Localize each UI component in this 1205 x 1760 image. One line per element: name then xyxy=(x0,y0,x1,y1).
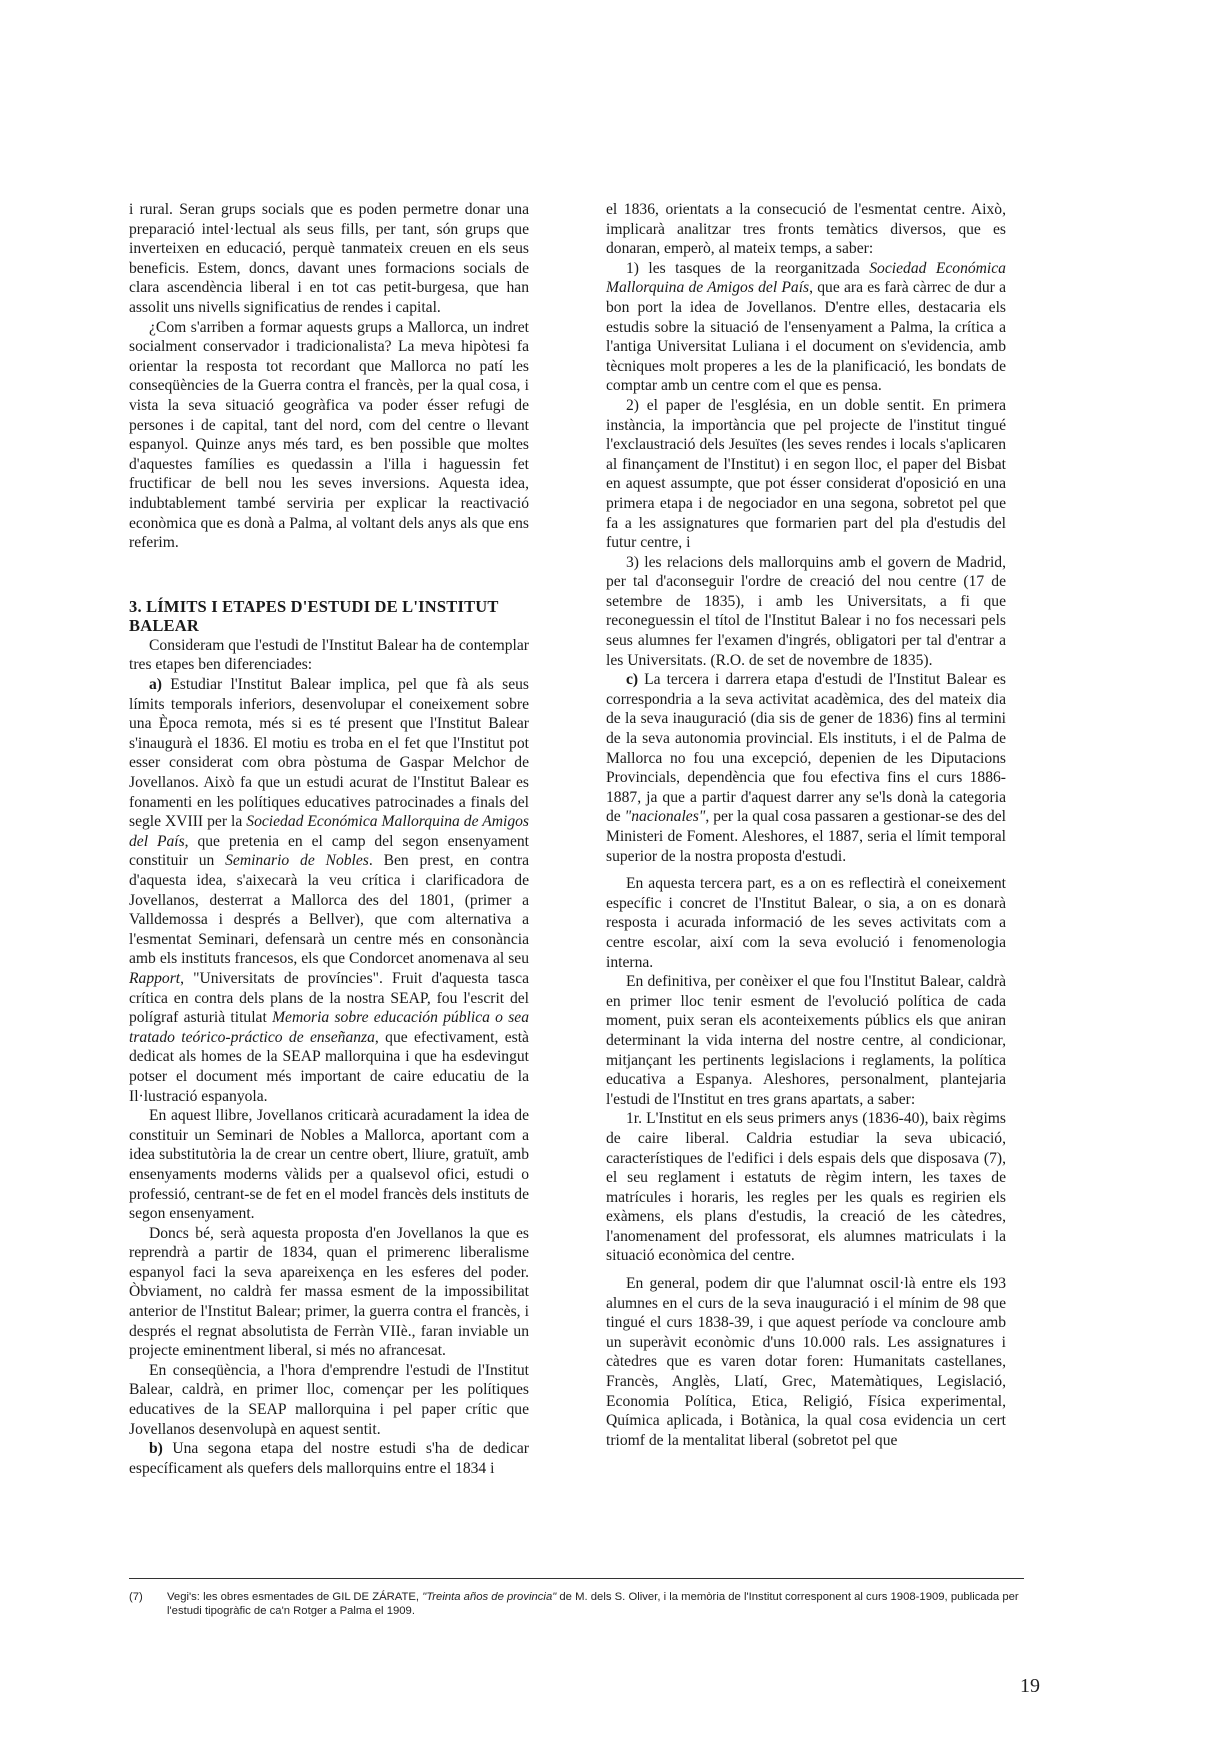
paragraph: En general, podem dir que l'alumnat oscil·là entre els 193 alumnes en el curs de la seva inauguració i el mínim de 98 que tingué el curs 1838-39, i que aquest període va concloure amb un superàvit econòmic d'uns 10.000 rals. Les assignatures i càtedres que es varen dotar foren: Humanitats castellanes, Francès, Anglès, Llatí, Grec, Matemàtiques, Legislació, Economia Política, Etica, Religió, Física experimental, Química aplicada, i Botànica, la qual cosa evidencia un cert triomf de la mentalitat liberal (sobretot pel que xyxy=(606,1275,1006,1449)
paragraph: Consideram que l'estudi de l'Institut Balear ha de contemplar tres etapes ben diferenciades: xyxy=(129,636,529,674)
paragraph: Doncs bé, serà aquesta proposta d'en Jovellanos la que es reprendrà a partir de 1834, quan el primerenc liberalisme espanyol faci la seva apareixença en les esferes del poder. Òbviament, no caldrà fer massa esment de la impossibilitat anterior de l'Institut Balear; primer, la guerra contra el francès, i després el regnat absolutista de Ferràn VIIè., faran inviable un projecte eminentment liberal, si més no afrancesat. xyxy=(129,1224,529,1360)
italic-title: Memoria sobre educación pública o sea tratado teórico-práctico de enseñanza xyxy=(129,1009,529,1046)
text-run: Vegi's: les obres esmentades de GIL DE ZÁRATE, xyxy=(167,1591,423,1603)
text-run: La tercera i darrera etapa d'estudi de l'Institut Balear es correspondria a la seva activitat acadèmica, des del mateix dia de la seva inauguració (dia sis de gener de 1836) fins al termini de la seva autonomia provincial. Els instituts, i el de Palma de Mallorca no fou una excepció, depenien de les Diputacions Provincials, dependència que fou efectiva fins el curs 1886-1887, ja que a partir d'aquest darrer any se'ls donà la categoria de xyxy=(606,671,1006,826)
paragraph: En aquest llibre, Jovellanos criticarà acuradament la idea de constituir un Seminari de Nobles a Mallorca, aportant com a idea substitutòria la de crear un centre obert, lliure, gratuït, amb ensenyaments moderns vàlids per a qualsevol ofici, estudi o professió, centrant-se de fet en el model francès dels instituts de segon ensenyament. xyxy=(129,1107,529,1223)
paragraph: i rural. Seran grups socials que es poden permetre donar una preparació intel·lectual als seus fills, per tant, són grups que inverteixen en educació, perquè tanmateix creuen en els seus beneficis. Estem, doncs, davant unes formacions socials de clara ascendència liberal i en tot cas petit-burgesa, que han assolit uns nivells significatius de rendes i capital. xyxy=(129,201,529,316)
paragraph: 2) el paper de l'església, en un doble sentit. En primera instància, la importància que pel projecte de l'institut tingué l'exclaustració dels Jesuïtes (les seves rendes i locals s'aplicaren al finançament de l'Institut) i en segon lloc, el paper del Bisbat en aquest assumpte, que pot ésser considerat d'oposició en una primera etapa i de negociador en una segona, sobretot pel que fa a les assignatures que formarien part del pla d'estudis del futur centre, i xyxy=(606,396,1006,552)
paragraph xyxy=(129,1439,529,1478)
text-run: , "Universitats de províncies". Fruit d'aquesta tasca crítica en contra dels plans de la nostra SEAP, fou l'escrit del polígraf asturià titulat xyxy=(129,969,529,1027)
paragraph xyxy=(606,670,1006,866)
paragraph: En conseqüència, a l'hora d'emprendre l'estudi de l'Institut Balear, caldrà, en primer lloc, començar per les polítiques educatives de la SEAP mallorquina i pel paper crític que Jovellanos desenvolupà en aquest sentit. xyxy=(129,1361,529,1438)
page-number: 19 xyxy=(1020,1675,1040,1697)
paragraph xyxy=(606,259,1006,396)
text-run: . Ben prest, en contra d'aquesta idea, s'aixecarà la veu crítica i clarificadora de Jovellanos, desterrat a Mallorca des del 1801, (primer a Valldemossa i després a Bellver), que com alternativa a l'esmentat Seminari, defensarà un centre més en consonància amb els instituts francesos, els que Condorcet anomenava al seu xyxy=(129,852,529,968)
paragraph: 1r. L'Institut en els seus primers anys (1836-40), baix règims de caire liberal. Caldria estudiar la seva ubicació, característiques de l'edifici i dels espais dels que disposava (7), el seu reglament i estatuts de règim intern, les taxes de matrícules i horaris, les regles per les quals es regirien els exàmens, els plans d'estudis, la creació de les càtedres, l'anomenament del professorat, els alumnes matriculats i la situació econòmica del centre. xyxy=(606,1110,1006,1265)
section-heading: 3. LÍMITS I ETAPES D'ESTUDI DE L'INSTITUT BALEAR xyxy=(129,596,499,636)
paragraph: 3) les relacions dels mallorquins amb el govern de Madrid, per tal d'aconseguir l'ordre de creació del nou centre (17 de setembre de 1835), i amb les Universitats, a fi que reconeguessin el títol de l'Institut Balear i no fos necessari pels seus alumnes fer l'examen d'ingrés, obligatori per tal d'entrar a les Universitats. (R.O. de set de novembre de 1835). xyxy=(606,553,1006,669)
text-run: , que ara es farà càrrec de dur a bon port la idea de Jovellanos. D'entre elles, destacaria els estudis sobre la situació de l'ensenyament a Palma, la crítica a l'antiga Universitat Luliana i el document on s'evidencia, amb tècniques molt properes a les de la planificació, les bondats de comptar amb un centre com el que es pensa. xyxy=(606,279,1006,395)
paragraph: En aquesta tercera part, es a on es reflectirà el coneixement específic i concret de l'Institut Balear, o sia, a on es donarà resposta i acurada informació de les seves activitats com a centre escolar, així com la seva evolució i fenomenologia interna. xyxy=(606,875,1006,971)
footnote-number: (7) xyxy=(129,1591,143,1603)
list-label: a) xyxy=(149,676,162,694)
text-run: 1) les tasques de la reorganitzada xyxy=(626,259,870,277)
italic-title: Sociedad Económica Mallorquina de Amigos del País xyxy=(606,259,1006,297)
text-run: , que efectivament, està dedicat als homes de la SEAP mallorquina i que ha esdevingut potser el document més important de caire educatiu de la Il·lustració espanyola. xyxy=(129,1028,529,1105)
paragraph: ¿Com s'arriben a formar aquests grups a Mallorca, un indret socialment conservador i tradicionalista? La meva hipòtesi fa orientar la resposta tot recordant que Mallorca no patí les conseqüències de la Guerra contra el francès, per la qual cosa, i vista la seva situació geogràfica va poder ésser refugi de persones i de capital, tant del nord, com del centre o llevant espanyol. Quinze anys més tard, es ben possible que moltes d'aquestes famílies es quedassin a l'illa i haguessin fet fructificar de bell nou les seves inversions. Aquesta idea, indubtablement també serviria per explicar la reactivació econòmica que es donà a Palma, al voltant dels anys als que ens referim. xyxy=(129,318,529,552)
list-label: b) xyxy=(149,1440,163,1458)
paragraph xyxy=(129,675,529,1106)
italic-title: Sociedad Económica Mallorquina de Amigos del País xyxy=(129,813,529,850)
text-run: , per la qual cosa passaren a gestionar-se des del Ministeri de Foment. Aleshores, el 1887, seria el límit temporal superior de la nostra proposta d'estudi. xyxy=(606,808,1006,865)
paragraph: En definitiva, per conèixer el que fou l'Institut Balear, caldrà en primer lloc tenir esment de l'evolució política de cada moment, puix seran els aconteixements públics els que aniran determinant la vida interna del nostre centre, al condicionar, mitjançant les pertinents legislacions i reglaments, la política educativa a Espanya. Aleshores, personalment, plantejaria l'estudi de l'Institut en tres grans apartats, a saber: xyxy=(606,973,1006,1108)
left-column xyxy=(129,200,529,1478)
footnote-divider xyxy=(129,1578,1024,1579)
footnote-text xyxy=(167,1590,1029,1618)
italic-title: "Treinta años de provincia" xyxy=(422,1591,557,1603)
italic-title: Seminario de Nobles xyxy=(225,852,369,870)
footnote xyxy=(129,1590,1029,1618)
text-run: Estudiar l'Institut Balear implica, pel que fà als seus límits temporals inferiors, desenvolupar el coneixement sobre una Època remota, més si es té present que l'Institut Balear s'inaugurà el 1836. El motiu es troba en el fet que l'Institut pot esser considerat com obra pòstuma de Gaspar Melchor de Jovellanos. Això fa que un estudi acurat de l'Institut Balear es fonamenti en les polítiques educatives patrocinades a finals del segle XVIII per la xyxy=(129,676,529,831)
text-run: de M. dels S. Oliver, i la memòria de l'Institut corresponent al curs 1908-1909, publicada per l'estudi tipogràfic de ca'n Rotger a Palma el 1909. xyxy=(167,1591,1019,1617)
italic-title: Rapport xyxy=(129,969,181,987)
list-label: c) xyxy=(626,671,639,689)
text-run: Una segona etapa del nostre estudi s'ha de dedicar específicament als quefers dels mallorquins entre el 1834 i xyxy=(129,1440,529,1477)
right-column xyxy=(606,200,1006,1450)
paragraph: el 1836, orientats a la consecució de l'esmentat centre. Això, implicarà analitzar tres fronts temàtics diversos, que es donaran, emperò, al mateix temps, a saber: xyxy=(606,201,1006,258)
text-run: , que pretenia en el camp del segon ensenyament constituir un xyxy=(129,832,529,870)
italic-term: "nacionales" xyxy=(624,808,706,826)
